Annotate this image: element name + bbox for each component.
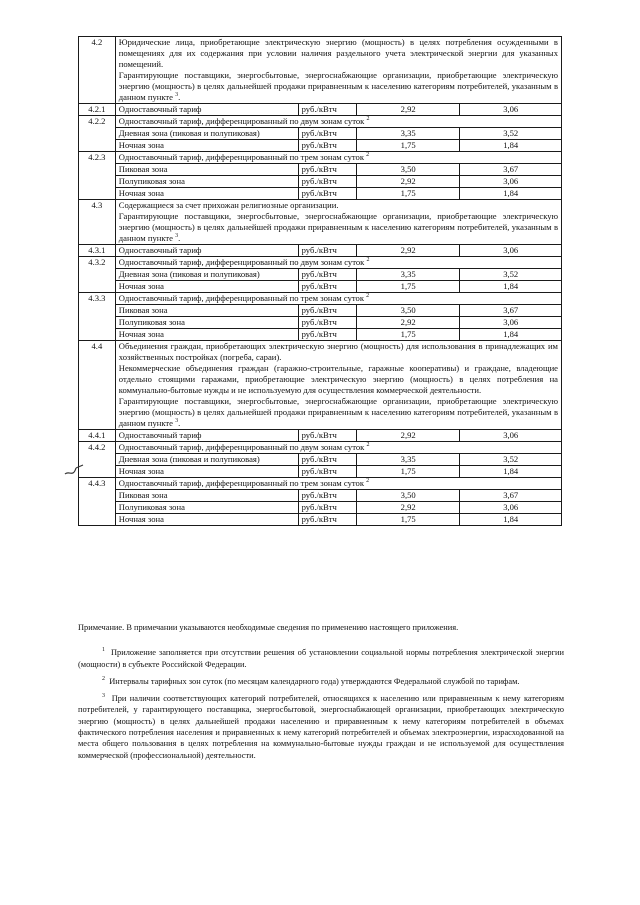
section-paragraph: Гарантирующие поставщики, энергосбытовые, энергоснабжающие организации, приобретающие электрическую энергию (мощность) в целях дальнейшей продажи приравненным к населению категориям потребителей, указанным в данном пункте $^3$. [118, 211, 558, 243]
footnote-3: $^3$ При наличии соответствующих категорий потребителей, относящихся к населению или приравненным к нему категориям потребителей, у гарантирующего поставщика, энергосбытовой, энергоснабжающей организации, приобретающих электрическую энергию (мощность) в целях дальнейшей продажи населению и приравненным к нему категориям потребителей в объемах фактического потребления населения и приравненных к нему категорий потребителей и объемах электроэнергии, израсходованной на места общего пользования в целях потребления на коммунально-бытовые нужды граждан и не используемой для осуществления коммерческой (профессиональной) деятельности. [78, 693, 565, 760]
unit-cell: руб./кВтч [298, 188, 356, 200]
value-period-2: 3,67 [460, 305, 562, 317]
tariff-group-header [79, 257, 562, 269]
tariff-name: Одноставочный тариф [115, 104, 298, 116]
tariff-zone-row [79, 164, 562, 176]
tariff-zone-row [79, 128, 562, 140]
unit-cell: руб./кВтч [298, 502, 356, 514]
zone-name: Ночная зона [115, 329, 298, 341]
value-period-2: 3,06 [460, 317, 562, 329]
notes-title: Примечание. В примечании указываются необходимые сведения по применению настоящего приложения. [78, 623, 459, 632]
tariff-zone-row [79, 188, 562, 200]
row-number: 4.2.3 [79, 152, 116, 200]
unit-cell: руб./кВтч [298, 176, 356, 188]
zone-name: Ночная зона [115, 514, 298, 526]
value-period-1: 3,35 [356, 269, 459, 281]
tariff-zone-row [79, 466, 562, 478]
unit-cell: руб./кВтч [298, 140, 356, 152]
tariff-zone-row [79, 281, 562, 293]
value-period-1: 1,75 [356, 188, 459, 200]
tariff-group-title: Одноставочный тариф, дифференцированный по двум зонам суток $^2$ [115, 116, 561, 128]
tariff-zone-row [79, 454, 562, 466]
unit-cell: руб./кВтч [298, 514, 356, 526]
section-description [115, 200, 561, 245]
row-number: 4.3.1 [79, 245, 116, 257]
zone-name: Пиковая зона [115, 164, 298, 176]
value-period-1: 2,92 [356, 104, 459, 116]
tariff-group-title: Одноставочный тариф, дифференцированный по трем зонам суток $^2$ [115, 152, 561, 164]
tariff-group-title: Одноставочный тариф, дифференцированный по трем зонам суток $^2$ [115, 293, 561, 305]
tariff-group-header [79, 152, 562, 164]
value-period-2: 1,84 [460, 466, 562, 478]
unit-cell: руб./кВтч [298, 245, 356, 257]
value-period-2: 1,84 [460, 281, 562, 293]
section-row [79, 200, 562, 245]
tariff-group-title: Одноставочный тариф, дифференцированный по трем зонам суток $^2$ [115, 478, 561, 490]
zone-name: Дневная зона (пиковая и полупиковая) [115, 269, 298, 281]
section-number: 4.3 [79, 200, 116, 245]
zone-name: Ночная зона [115, 188, 298, 200]
section-row [79, 37, 562, 104]
tariff-zone-row [79, 140, 562, 152]
tariff-zone-row [79, 176, 562, 188]
value-period-1: 3,50 [356, 305, 459, 317]
unit-cell: руб./кВтч [298, 466, 356, 478]
unit-cell: руб./кВтч [298, 329, 356, 341]
tariff-zone-row [79, 269, 562, 281]
value-period-2: 3,06 [460, 176, 562, 188]
section-paragraph: Гарантирующие поставщики, энергосбытовые, энергоснабжающие организации, приобретающие электрическую энергию (мощность) в целях дальнейшей продажи приравненным к населению категориям потребителей, указанным в данном пункте $^3$. [118, 396, 558, 428]
section-description [115, 37, 561, 104]
value-period-2: 3,67 [460, 490, 562, 502]
unit-cell: руб./кВтч [298, 490, 356, 502]
notes-block [78, 622, 564, 767]
value-period-1: 1,75 [356, 140, 459, 152]
zone-name: Пиковая зона [115, 490, 298, 502]
tariff-group-header [79, 116, 562, 128]
tariff-group-header [79, 478, 562, 490]
section-paragraph: Объединения граждан, приобретающих электрическую энергию (мощность) для использования в принадлежащих им хозяйственных постройках (погреба, сараи). [118, 341, 558, 362]
value-period-1: 3,50 [356, 490, 459, 502]
value-period-2: 3,06 [460, 430, 562, 442]
value-period-1: 1,75 [356, 281, 459, 293]
value-period-1: 2,92 [356, 317, 459, 329]
section-paragraph: Гарантирующие поставщики, энергосбытовые, энергоснабжающие организации, приобретающие электрическую энергию (мощность) в целях дальнейшей продажи приравненным к населению категориям потребителей, указанным в данном пункте $^3$. [118, 70, 558, 102]
row-number: 4.4.3 [79, 478, 116, 526]
zone-name: Ночная зона [115, 466, 298, 478]
value-period-1: 1,75 [356, 466, 459, 478]
section-row [79, 341, 562, 430]
row-number: 4.4.1 [79, 430, 116, 442]
footnote-2: $^2$ Интервалы тарифных зон суток (по месяцам календарного года) утверждаются Федеральной службой по тарифам. [102, 676, 520, 686]
value-period-1: 2,92 [356, 430, 459, 442]
value-period-2: 1,84 [460, 514, 562, 526]
value-period-1: 2,92 [356, 502, 459, 514]
unit-cell: руб./кВтч [298, 164, 356, 176]
section-paragraph: Содержащиеся за счет прихожан религиозные организации. [118, 200, 339, 210]
zone-name: Ночная зона [115, 281, 298, 293]
tariff-row [79, 104, 562, 116]
value-period-2: 1,84 [460, 188, 562, 200]
value-period-2: 3,52 [460, 128, 562, 140]
section-description [115, 341, 561, 430]
unit-cell: руб./кВтч [298, 269, 356, 281]
footnote-1: $^1$ Приложение заполняется при отсутствии решения об установлении социальной нормы потребления электрической энергии (мощности) в субъекте Российской Федерации. [78, 647, 565, 669]
value-period-2: 3,52 [460, 454, 562, 466]
tariff-group-header [79, 293, 562, 305]
zone-name: Ночная зона [115, 140, 298, 152]
tariff-group-title: Одноставочный тариф, дифференцированный по двум зонам суток $^2$ [115, 257, 561, 269]
row-number: 4.2.1 [79, 104, 116, 116]
value-period-1: 3,35 [356, 454, 459, 466]
tariff-zone-row [79, 514, 562, 526]
value-period-1: 1,75 [356, 514, 459, 526]
section-number: 4.4 [79, 341, 116, 430]
tariff-name: Одноставочный тариф [115, 245, 298, 257]
tariff-zone-row [79, 490, 562, 502]
row-number: 4.3.3 [79, 293, 116, 341]
row-number: 4.2.2 [79, 116, 116, 152]
value-period-1: 3,35 [356, 128, 459, 140]
tariff-table [78, 36, 562, 526]
tariff-zone-row [79, 317, 562, 329]
value-period-1: 1,75 [356, 329, 459, 341]
unit-cell: руб./кВтч [298, 317, 356, 329]
value-period-2: 3,06 [460, 502, 562, 514]
row-number: 4.4.2 [79, 442, 116, 478]
unit-cell: руб./кВтч [298, 305, 356, 317]
zone-name: Полупиковая зона [115, 502, 298, 514]
tariff-row [79, 245, 562, 257]
zone-name: Пиковая зона [115, 305, 298, 317]
tariff-name: Одноставочный тариф [115, 430, 298, 442]
zone-name: Дневная зона (пиковая и полупиковая) [115, 454, 298, 466]
value-period-1: 3,50 [356, 164, 459, 176]
value-period-2: 3,67 [460, 164, 562, 176]
unit-cell: руб./кВтч [298, 430, 356, 442]
unit-cell: руб./кВтч [298, 454, 356, 466]
tariff-row [79, 430, 562, 442]
unit-cell: руб./кВтч [298, 281, 356, 293]
row-number: 4.3.2 [79, 257, 116, 293]
value-period-2: 1,84 [460, 140, 562, 152]
tariff-zone-row [79, 502, 562, 514]
value-period-1: 2,92 [356, 245, 459, 257]
tariff-group-header [79, 442, 562, 454]
zone-name: Полупиковая зона [115, 176, 298, 188]
value-period-2: 3,06 [460, 104, 562, 116]
section-paragraph: Юридические лица, приобретающие электрическую энергию (мощность) в целях потребления осужденными в помещениях для их содержания при условии наличия раздельного учета электрической энергии для указанных помещений. [118, 37, 558, 69]
value-period-1: 2,92 [356, 176, 459, 188]
value-period-2: 3,52 [460, 269, 562, 281]
section-paragraph: Некоммерческие объединения граждан (гаражно-строительные, гаражные кооперативы) и граждане, владеющие отдельно стоящими гаражами, приобретающие электрическую энергию (мощность) в целях потребления на коммунально-бытовые нужды и не используемую для осуществления коммерческой деятельности. [118, 363, 558, 395]
unit-cell: руб./кВтч [298, 104, 356, 116]
unit-cell: руб./кВтч [298, 128, 356, 140]
zone-name: Полупиковая зона [115, 317, 298, 329]
tariff-zone-row [79, 329, 562, 341]
value-period-2: 3,06 [460, 245, 562, 257]
tariff-group-title: Одноставочный тариф, дифференцированный по двум зонам суток $^2$ [115, 442, 561, 454]
section-number: 4.2 [79, 37, 116, 104]
value-period-2: 1,84 [460, 329, 562, 341]
zone-name: Дневная зона (пиковая и полупиковая) [115, 128, 298, 140]
handwritten-checkmark [63, 462, 87, 482]
tariff-zone-row [79, 305, 562, 317]
